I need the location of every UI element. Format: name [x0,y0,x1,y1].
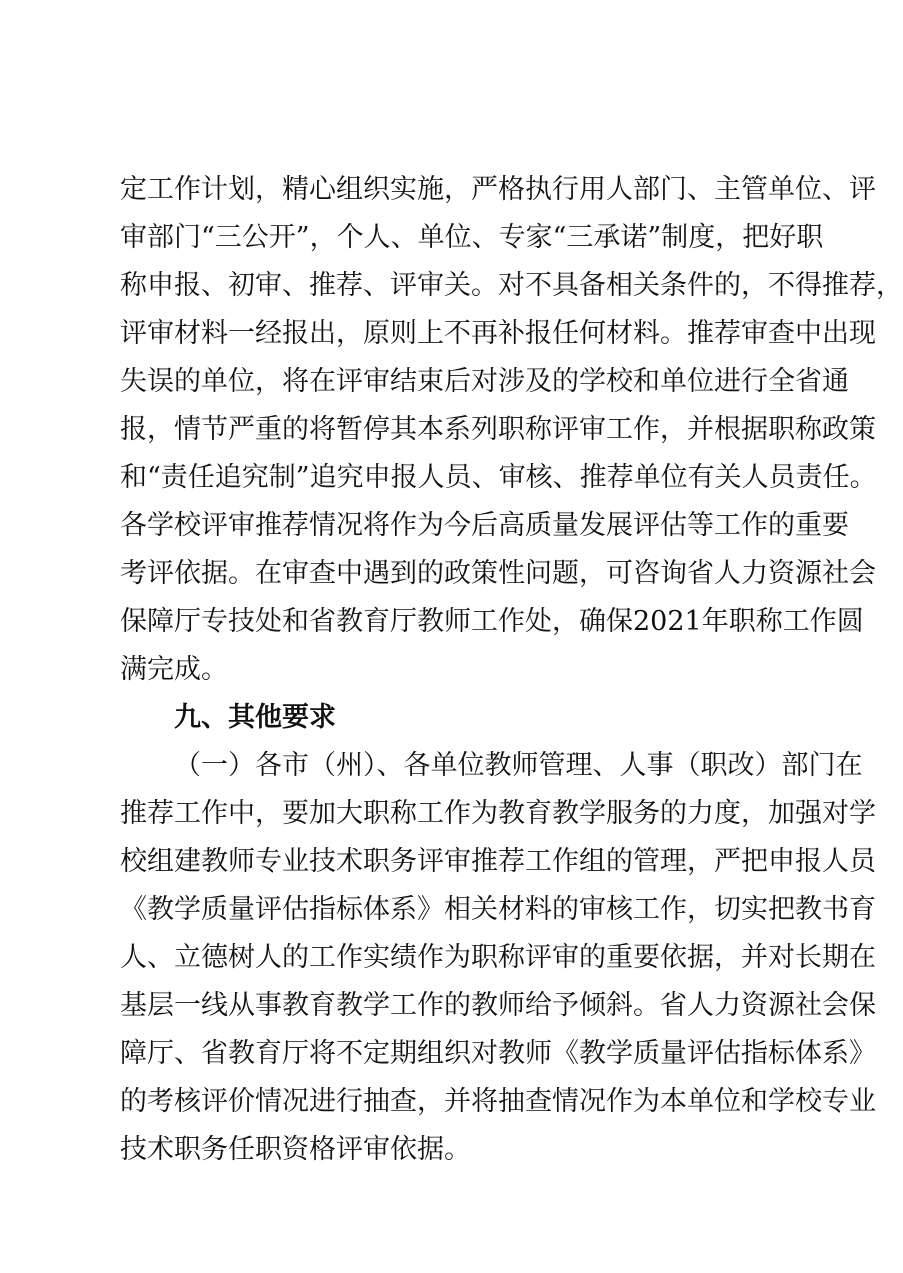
paragraph-line-3: 称申报、初审、推荐、评审关。对不具备相关条件的，不得推荐， [120,270,903,301]
paragraph-line-11: 满完成。 [120,654,228,685]
paragraph-line-21: 技术职务任职资格评审依据。 [120,1134,471,1165]
paragraph-line-8: 各学校评审推荐情况将作为今后高质量发展评估等工作的重要 [120,510,849,541]
paragraph-line-17: 人、立德树人的工作实绩作为职称评审的重要依据，并对长期在 [120,942,876,973]
paragraph-line-13: （一）各市（州）、各单位教师管理、人事（职改）部门在 [174,750,863,781]
paragraph-line-1: 定工作计划，精心组织实施，严格执行用人部门、主管单位、评 [120,174,876,205]
section-heading: 九、其他要求 [174,702,336,733]
paragraph-line-14: 推荐工作中，要加大职称工作为教育教学服务的力度，加强对学 [120,798,876,829]
paragraph-line-7: 和“责任追究制”追究申报人员、审核、推荐单位有关人员责任。 [120,462,877,493]
paragraph-line-9: 考评依据。在审查中遇到的政策性问题，可咨询省人力资源社会 [120,558,876,589]
paragraph-line-16: 《教学质量评估指标体系》相关材料的审核工作，切实把教书育 [120,894,876,925]
paragraph-line-18: 基层一线从事教育教学工作的教师给予倾斜。省人力资源社会保 [120,990,876,1021]
paragraph-line-4: 评审材料一经报出，原则上不再补报任何材料。推荐审查中出现 [120,318,876,349]
paragraph-line-6: 报，情节严重的将暂停其本系列职称评审工作，并根据职称政策 [120,414,876,445]
paragraph-line-10: 保障厅专技处和省教育厅教师工作处，确保2021年职称工作圆 [120,606,864,637]
paragraph-line-20: 的考核评价情况进行抽查，并将抽查情况作为本单位和学校专业 [120,1086,876,1117]
paragraph-line-2: 审部门“三公开”，个人、单位、专家“三承诺”制度，把好职 [120,222,824,253]
paragraph-line-5: 失误的单位，将在评审结束后对涉及的学校和单位进行全省通 [120,366,849,397]
paragraph-line-19: 障厅、省教育厅将不定期组织对教师《教学质量评估指标体系》 [120,1038,876,1069]
paragraph-line-15: 校组建教师专业技术职务评审推荐工作组的管理，严把申报人员 [120,846,876,877]
